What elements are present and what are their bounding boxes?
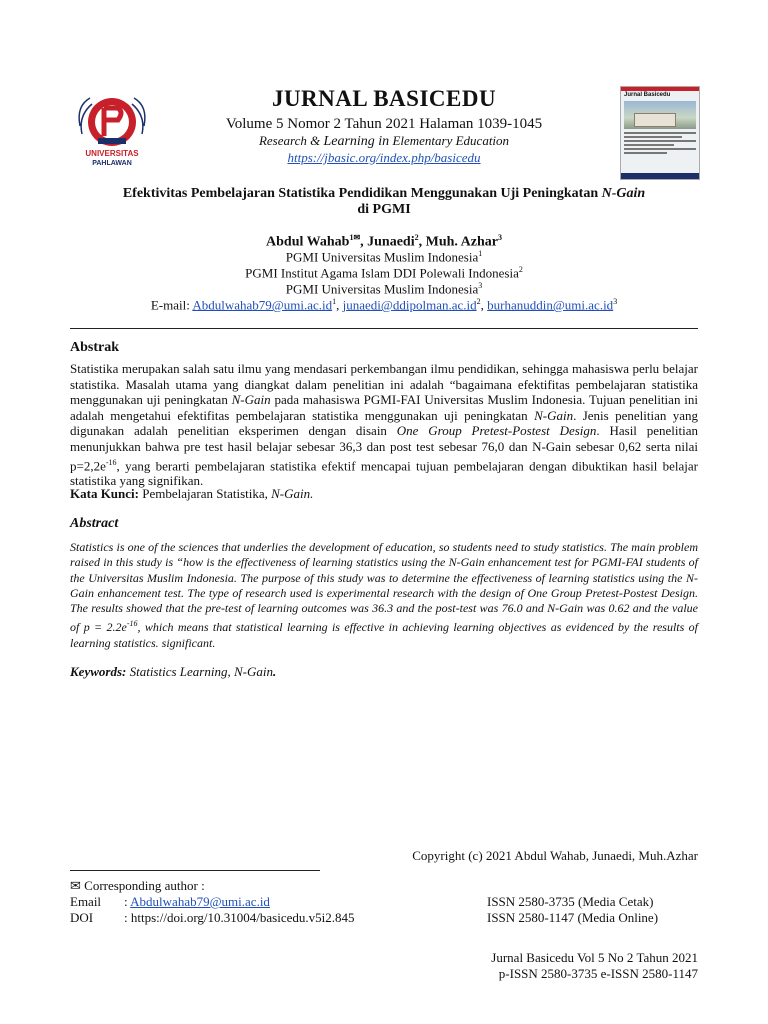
logo-emblem-icon: [70, 86, 154, 174]
journal-cover-thumbnail: [620, 86, 700, 180]
abstrak-text: Statistika merupakan salah satu ilmu yang mendasari perkembangan ilmu pendidikan, sehingga mahasiswa perlu belajar statistika. Masalah utama yang diangkat dalam penelitian ini adalah “bagaimana efektifitas pembelajaran statistika menggunakan uji peningkatan: [70, 361, 698, 408]
affiliation-3: [70, 281, 698, 297]
affiliation-1: [70, 249, 698, 265]
corresponding-email-link[interactable]: Abdulwahab79@umi.ac.id: [130, 894, 270, 909]
abstract-text: , which means that statistical learning is effective in achieving learning objectives as evidenced by the results of learning statistics. significant.: [70, 620, 698, 650]
footnote-divider: [70, 870, 320, 871]
logo-text-university: UNIVERSITAS: [85, 149, 139, 158]
email-label: E-mail:: [150, 297, 193, 313]
affiliation-text: PGMI Universitas Muslim Indonesia: [285, 249, 479, 265]
email-row-sep: :: [124, 894, 131, 909]
email-link[interactable]: Abdulwahab79@umi.ac.id: [192, 297, 333, 313]
corresponding-email-row: [70, 894, 270, 910]
author-sup: 1✉: [349, 233, 361, 242]
affiliation-text: PGMI Institut Agama Islam DDI Polewali Indonesia: [245, 265, 519, 281]
email-sup: 2: [476, 297, 481, 306]
abstract-body: [70, 540, 698, 651]
email-link[interactable]: burhanuddin@umi.ac.id: [487, 297, 614, 313]
kata-kunci-italic: N-Gain.: [271, 486, 314, 501]
journal-url-container: [150, 150, 618, 166]
section-divider: [70, 328, 698, 329]
abstrak-text: . Hasil penelitian menunjukkan bahwa pre test hasil belajar sebesar 36,3 dan post test sebesar 76,0 dan N-Gain sebesar 0,62 serta nilai p=2,2e: [70, 423, 698, 473]
abstrak-heading: Abstrak: [70, 340, 120, 355]
title-italic: N-Gain: [601, 186, 646, 201]
abstrak-text: pada mahasiswa PGMI-FAI Universitas Muslim Indonesia. Tujuan penelitian ini adalah mengetahui efektifitas pembelajaran statistika menggunakan uji peningkatan: [70, 392, 698, 423]
doi-value: : https://doi.org/10.31004/basicedu.v5i2.845: [124, 910, 355, 925]
cover-title: Jurnal Basicedu: [624, 92, 671, 98]
tagline-part2: Learning in: [323, 134, 390, 149]
doi-row: [70, 910, 355, 926]
abstract-heading: Abstract: [70, 516, 119, 531]
abstrak-text: . Jenis penelitian yang digunakan adalah penelitian eksperimen dengan disain: [70, 407, 699, 439]
title-text: Efektivitas Pembelajaran Statistika Pendidikan Menggunakan Uji Peningkatan: [122, 186, 602, 201]
journal-url-link[interactable]: https://jbasic.org/index.php/basicedu: [287, 150, 481, 165]
kata-kunci: [70, 486, 698, 502]
author-name: Junaedi: [367, 234, 415, 250]
issn-print: ISSN 2580-3735 (Media Cetak): [487, 894, 654, 909]
affiliation-sup: 2: [518, 265, 523, 274]
abstract-text: Statistics is one of the sciences that underlies the development of education, so students need to study statistics. The main problem raised in this study is “how is the effectiveness of learning statistics using the N-Gain enhancement test for PGMI-FAI students of the Universitas Muslim Indonesia. The purpose of this study was to determine the effectiveness of learning statistics using the N-Gain enhancement test. The type of research used is experimental research with the design of One Group Pretest-Postest Design. The results showed that the pre-test of learning outcomes was 36.3 and the post-test was 76.0 and N-Gain was 0.62 and the value of p = 2.2e: [70, 540, 698, 635]
author-name: Muh. Azhar: [425, 234, 498, 250]
keywords-text: Statistics Learning, N-Gain: [126, 664, 273, 679]
author-list: Abdul Wahab$^{1✉}$, Junaedi$^2$, Muh. Azhar$^3$: [266, 233, 502, 250]
volume-line: Volume 5 Nomor 2 Tahun 2021 Halaman 1039-1045: [225, 116, 543, 132]
abstract-sup: -16: [126, 619, 138, 629]
title-line2: di PGMI: [357, 202, 411, 217]
email-row-label: Email: [70, 894, 102, 909]
doi-label: DOI: [70, 910, 94, 925]
abstrak-text: , yang berarti pembelajaran statistika efektif mencapai tujuan pembelajaran dengan dibuktikan hasil belajar statistika yang signifikan.: [70, 457, 698, 489]
journal-title: JURNAL BASICEDU: [271, 86, 497, 111]
copyright: Copyright (c) 2021 Abdul Wahab, Junaedi, Muh.Azhar: [412, 848, 698, 863]
kata-kunci-text: Pembelajaran Statistika,: [138, 486, 272, 501]
email-sup: 1: [332, 297, 337, 306]
kata-kunci-label: Kata Kunci:: [70, 486, 139, 501]
cover-photo: [624, 101, 696, 129]
article-title: [70, 186, 698, 218]
journal-footer-line2: p-ISSN 2580-3735 e-ISSN 2580-1147: [498, 966, 698, 981]
corresponding-author: ✉ Corresponding author :: [70, 878, 205, 893]
email-link[interactable]: junaedi@ddipolman.ac.id: [342, 297, 477, 313]
journal-tagline: [150, 133, 618, 150]
author-sup: 3: [497, 233, 502, 242]
tagline-part1: Research &: [258, 133, 324, 148]
abstrak-body: [70, 361, 698, 489]
keywords-label: Keywords:: [70, 664, 127, 679]
logo-text-pahlawan: PAHLAWAN: [92, 160, 132, 167]
abstrak-italic: One Group Pretest-Postest Design: [396, 423, 597, 439]
affiliation-text: PGMI Universitas Muslim Indonesia: [285, 281, 479, 297]
author-name: Abdul Wahab: [266, 234, 350, 250]
keywords-end: .: [272, 664, 277, 679]
author-emails: E-mail: $Abdulwahab79@umi.ac.id^1$, $junaedi@ddipolman.ac.id^2$, $burhanuddin@umi.ac.id^3$: [150, 297, 618, 313]
email-sup: 3: [613, 297, 618, 306]
abstrak-sup: -16: [105, 457, 117, 467]
affiliation-2: [70, 265, 698, 281]
author-sup: 2: [414, 233, 419, 242]
journal-footer-line1: Jurnal Basicedu Vol 5 No 2 Tahun 2021: [491, 950, 698, 965]
issn-online: ISSN 2580-1147 (Media Online): [487, 910, 659, 925]
affiliation-sup: 3: [478, 281, 483, 290]
tagline-part3: Elementary Education: [389, 133, 510, 148]
keywords: [70, 664, 698, 680]
university-logo: [70, 86, 154, 174]
affiliation-sup: 1: [478, 249, 483, 258]
abstrak-italic: N-Gain: [231, 392, 271, 408]
abstrak-italic: N-Gain: [534, 407, 574, 423]
